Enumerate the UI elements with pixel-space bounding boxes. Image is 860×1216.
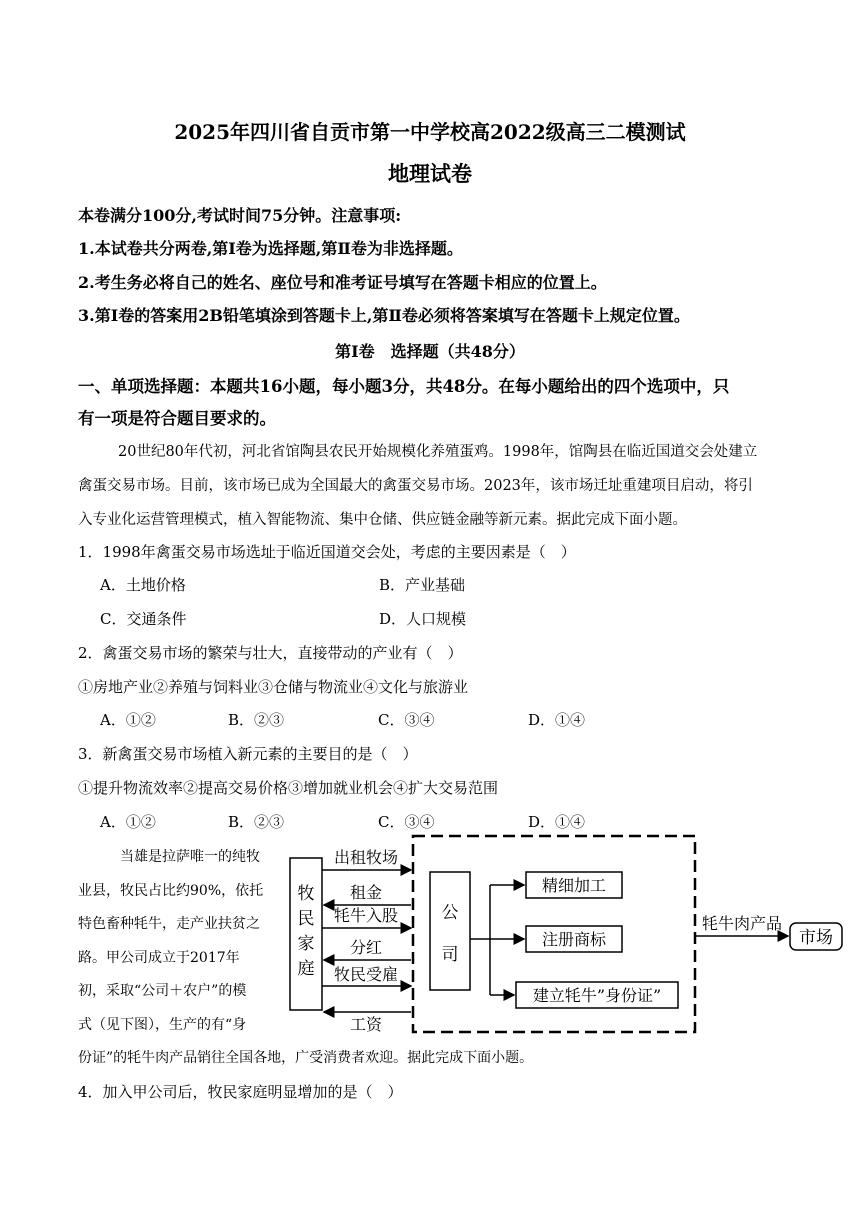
section-heading: 第Ⅰ卷 选择题（共48分） xyxy=(335,342,525,361)
option-c[interactable]: C．交通条件 xyxy=(100,610,187,628)
instruction-line: 3.第Ⅰ卷的答案用2B铅笔填涂到答题卡上,第Ⅱ卷必须将答案填写在答题卡上规定位置。 xyxy=(78,306,690,325)
link-label-dividend: 分红 xyxy=(349,938,383,957)
document-subtitle: 地理试卷 xyxy=(388,161,472,186)
option-c[interactable]: C．③④ xyxy=(378,813,435,831)
link-label-employment: 牧民受雇 xyxy=(333,965,399,984)
svg-text:建立牦牛”身份证”: 建立牦牛”身份证” xyxy=(532,986,662,1005)
svg-text:庭: 庭 xyxy=(297,959,315,979)
option-a[interactable]: A．土地价格 xyxy=(100,576,186,594)
option-b[interactable]: B．②③ xyxy=(228,711,285,729)
option-a[interactable]: A．①② xyxy=(100,813,156,831)
link-label-rent-pasture: 出租牧场 xyxy=(333,848,399,867)
instruction-line: 1.本试卷共分两卷,第Ⅰ卷为选择题,第Ⅱ卷为非选择题。 xyxy=(78,239,463,258)
option-d[interactable]: D．①④ xyxy=(528,711,586,729)
passage-line: 禽蛋交易市场。目前，该市场已成为全国最大的禽蛋交易市场。2023年，该市场迁址重建项目启动，将引 xyxy=(78,478,753,494)
link-label-rent: 租金 xyxy=(349,883,383,902)
svg-text:司: 司 xyxy=(441,945,459,965)
company-box xyxy=(430,872,470,990)
option-d[interactable]: D．①④ xyxy=(528,813,586,831)
svg-text:注册商标: 注册商标 xyxy=(541,930,607,949)
link-label-yak-shares: 牦牛入股 xyxy=(333,906,399,925)
question-items: ①房地产业②养殖与饲料业③仓储与物流业④文化与旅游业 xyxy=(78,678,469,696)
option-c[interactable]: C．③④ xyxy=(378,711,435,729)
passage-line: 20世纪80年代初，河北省馆陶县农民开始规模化养殖蛋鸡。1998年，馆陶县在临近国道交会处建立 xyxy=(118,444,758,460)
passage-line: 路。甲公司成立于2017年 xyxy=(78,950,240,966)
option-a[interactable]: A．①② xyxy=(100,711,156,729)
svg-text:家: 家 xyxy=(297,934,315,954)
link-label-wages: 工资 xyxy=(349,1015,383,1034)
part-heading: 有一项是符合题目要求的。 xyxy=(78,409,276,428)
option-b[interactable]: B．②③ xyxy=(228,813,285,831)
passage-line: 业县，牧民占比约90%，依托 xyxy=(78,883,264,899)
passage-line: 当雄是拉萨唯一的纯牧 xyxy=(120,849,260,865)
question-stem: 1．1998年禽蛋交易市场选址于临近国道交会处，考虑的主要因素是（ ） xyxy=(78,543,576,561)
svg-text:精细加工: 精细加工 xyxy=(541,876,607,895)
option-d[interactable]: D．人口规模 xyxy=(379,610,467,628)
part-heading: 一、单项选择题：本题共16小题，每小题3分，共48分。在每小题给出的四个选项中，只 xyxy=(78,377,730,396)
passage-line: 式（见下图），生产的有“身 xyxy=(78,1017,247,1033)
company-farmer-diagram xyxy=(280,830,850,1040)
market-label: 市场 xyxy=(799,928,833,948)
option-b[interactable]: B．产业基础 xyxy=(379,576,466,594)
svg-text:民: 民 xyxy=(297,909,315,929)
passage-line: 特色畜种牦牛，走产业扶贫之 xyxy=(78,916,260,932)
question-stem: 3．新禽蛋交易市场植入新元素的主要目的是（ ） xyxy=(78,745,418,763)
document-title: 2025年四川省自贡市第一中学校高2022级高三二模测试 xyxy=(174,120,686,144)
question-items: ①提升物流效率②提高交易价格③增加就业机会④扩大交易范围 xyxy=(78,779,499,797)
svg-text:牧: 牧 xyxy=(297,884,315,904)
product-label: 牦牛肉产品 xyxy=(701,914,783,933)
passage-line: 入专业化运营管理模式，植入智能物流、集中仓储、供应链金融等新元素。据此完成下面小题。 xyxy=(78,512,687,528)
question-stem: 2．禽蛋交易市场的繁荣与壮大，直接带动的产业有（ ） xyxy=(78,644,463,662)
instruction-line: 2.考生务必将自己的姓名、座位号和准考证号填写在答题卡相应的位置上。 xyxy=(78,273,607,292)
passage-line: 初，采取“公司＋农户”的模 xyxy=(78,983,247,999)
instruction-line: 本卷满分100分,考试时间75分钟。注意事项: xyxy=(78,206,402,225)
company-label: 公 xyxy=(441,903,459,923)
question-stem: 4．加入甲公司后，牧民家庭明显增加的是（ ） xyxy=(78,1083,403,1101)
passage-line: 份证”的牦牛肉产品销往全国各地，广受消费者欢迎。据此完成下面小题。 xyxy=(78,1050,534,1066)
